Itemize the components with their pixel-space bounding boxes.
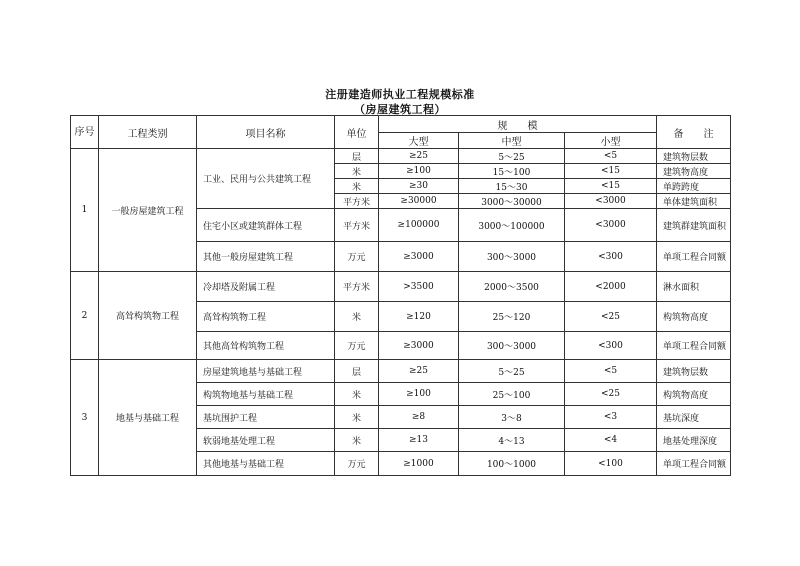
header-large: 大型 <box>379 133 459 149</box>
medium-cell: 3000～100000 <box>459 209 565 242</box>
small-cell: <300 <box>565 242 657 272</box>
small-cell: <15 <box>565 179 657 194</box>
item-name: 基坑围护工程 <box>197 406 335 429</box>
remark-cell: 单体建筑面积 <box>657 194 731 209</box>
header-remarks: 备 注 <box>657 116 731 149</box>
small-cell: <25 <box>565 383 657 406</box>
large-cell: >3500 <box>379 272 459 302</box>
unit-cell: 万元 <box>335 242 379 272</box>
remark-cell: 单跨跨度 <box>657 179 731 194</box>
remark-cell: 建筑物高度 <box>657 164 731 179</box>
document-subtitle: （房屋建筑工程） <box>354 103 446 116</box>
medium-cell: 300～3000 <box>459 332 565 360</box>
item-name: 冷却塔及附属工程 <box>197 272 335 302</box>
header-medium: 中型 <box>459 133 565 149</box>
small-cell: <4 <box>565 429 657 452</box>
remark-cell: 建筑物层数 <box>657 360 731 383</box>
header-unit: 单位 <box>335 116 379 149</box>
unit-cell: 米 <box>335 179 379 194</box>
remark-cell: 构筑物高度 <box>657 383 731 406</box>
large-cell: ≥120 <box>379 302 459 332</box>
medium-cell: 25～120 <box>459 302 565 332</box>
unit-cell: 米 <box>335 383 379 406</box>
document-title: 注册建造师执业工程规模标准 <box>325 88 475 101</box>
large-cell: ≥30 <box>379 179 459 194</box>
small-cell: <5 <box>565 149 657 164</box>
large-cell: ≥100 <box>379 164 459 179</box>
item-name: 高耸构筑物工程 <box>197 302 335 332</box>
unit-cell: 层 <box>335 360 379 383</box>
remark-cell: 单项工程合同额 <box>657 332 731 360</box>
unit-cell: 万元 <box>335 332 379 360</box>
unit-cell: 平方米 <box>335 209 379 242</box>
medium-cell: 5～25 <box>459 360 565 383</box>
large-cell: ≥25 <box>379 360 459 383</box>
unit-cell: 层 <box>335 149 379 164</box>
unit-cell: 平方米 <box>335 194 379 209</box>
large-cell: ≥1000 <box>379 452 459 476</box>
item-name: 软弱地基处理工程 <box>197 429 335 452</box>
group-category: 一般房屋建筑工程 <box>99 149 197 272</box>
group-seq: 2 <box>71 272 99 360</box>
remark-cell: 基坑深度 <box>657 406 731 429</box>
small-cell: <3 <box>565 406 657 429</box>
small-cell: <2000 <box>565 272 657 302</box>
medium-cell: 100～1000 <box>459 452 565 476</box>
unit-cell: 米 <box>335 164 379 179</box>
item-name: 工业、民用与公共建筑工程 <box>197 149 335 209</box>
remark-cell: 单项工程合同额 <box>657 242 731 272</box>
small-cell: <25 <box>565 302 657 332</box>
medium-cell: 300～3000 <box>459 242 565 272</box>
unit-cell: 万元 <box>335 452 379 476</box>
large-cell: ≥13 <box>379 429 459 452</box>
unit-cell: 米 <box>335 302 379 332</box>
item-name: 房屋建筑地基与基础工程 <box>197 360 335 383</box>
medium-cell: 5～25 <box>459 149 565 164</box>
remark-cell: 建筑物层数 <box>657 149 731 164</box>
small-cell: <100 <box>565 452 657 476</box>
item-name: 构筑物地基与基础工程 <box>197 383 335 406</box>
unit-cell: 平方米 <box>335 272 379 302</box>
group-seq: 1 <box>71 149 99 272</box>
unit-cell: 米 <box>335 406 379 429</box>
large-cell: ≥25 <box>379 149 459 164</box>
small-cell: <3000 <box>565 209 657 242</box>
remark-cell: 淋水面积 <box>657 272 731 302</box>
medium-cell: 4～13 <box>459 429 565 452</box>
large-cell: ≥3000 <box>379 242 459 272</box>
medium-cell: 3～8 <box>459 406 565 429</box>
item-name: 住宅小区或建筑群体工程 <box>197 209 335 242</box>
header-scale: 规 模 <box>379 116 657 133</box>
item-name: 其他高耸构筑物工程 <box>197 332 335 360</box>
medium-cell: 15～100 <box>459 164 565 179</box>
large-cell: ≥100 <box>379 383 459 406</box>
header-small: 小型 <box>565 133 657 149</box>
header-category: 工程类别 <box>99 116 197 149</box>
item-name: 其他地基与基础工程 <box>197 452 335 476</box>
remark-cell: 构筑物高度 <box>657 302 731 332</box>
group-category: 地基与基础工程 <box>99 360 197 476</box>
large-cell: ≥100000 <box>379 209 459 242</box>
item-name: 其他一般房屋建筑工程 <box>197 242 335 272</box>
remark-cell: 单项工程合同额 <box>657 452 731 476</box>
medium-cell: 3000～30000 <box>459 194 565 209</box>
header-seq: 序号 <box>71 116 99 149</box>
group-category: 高耸构筑物工程 <box>99 272 197 360</box>
group-seq: 3 <box>71 360 99 476</box>
small-cell: <15 <box>565 164 657 179</box>
large-cell: ≥30000 <box>379 194 459 209</box>
small-cell: <3000 <box>565 194 657 209</box>
medium-cell: 25～100 <box>459 383 565 406</box>
medium-cell: 2000～3500 <box>459 272 565 302</box>
medium-cell: 15～30 <box>459 179 565 194</box>
large-cell: ≥3000 <box>379 332 459 360</box>
remark-cell: 建筑群建筑面积 <box>657 209 731 242</box>
unit-cell: 米 <box>335 429 379 452</box>
remark-cell: 地基处理深度 <box>657 429 731 452</box>
scale-standard-table <box>70 115 731 476</box>
small-cell: <5 <box>565 360 657 383</box>
small-cell: <300 <box>565 332 657 360</box>
large-cell: ≥8 <box>379 406 459 429</box>
header-item: 项目名称 <box>197 116 335 149</box>
